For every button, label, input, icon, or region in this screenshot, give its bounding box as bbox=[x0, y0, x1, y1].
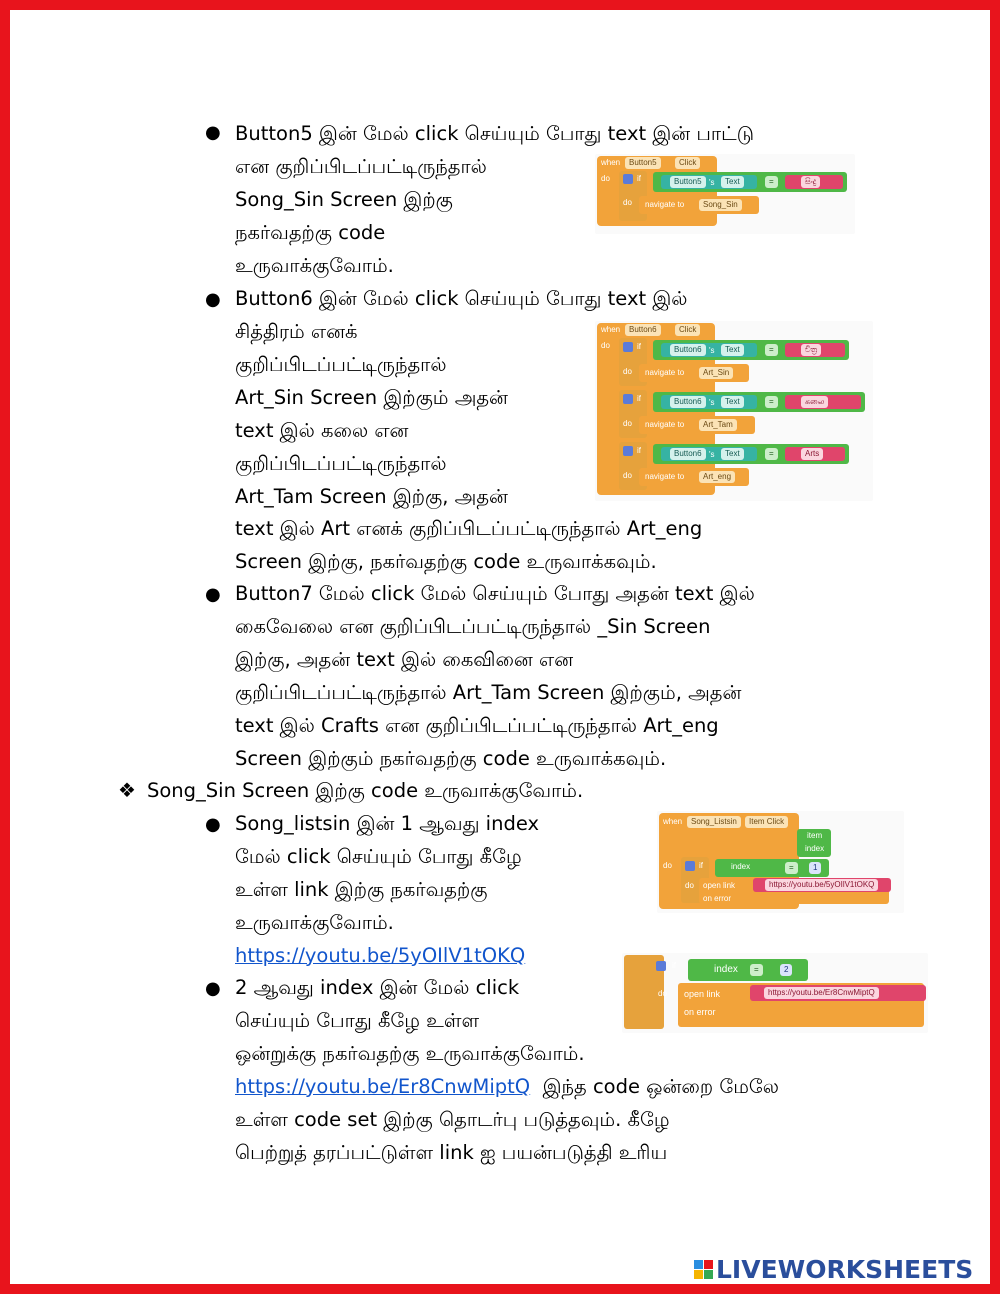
text-line: உருவாக்குவோம். bbox=[235, 910, 394, 934]
text-line: சித்திரம் எனக் bbox=[235, 320, 358, 343]
youtube-link-1[interactable]: https://youtu.be/5yOIlV1tOKQ bbox=[235, 943, 526, 967]
bullet-dot: ● bbox=[205, 814, 221, 835]
text-line: ஒன்றுக்கு நகர்வதற்கு உருவாக்குவோம். bbox=[235, 1042, 585, 1065]
text-line: Button7 மேல் click மேல் செய்யும் போது அதன் text இல் bbox=[235, 582, 755, 605]
text-line: text இல் Crafts என குறிப்பிடப்பட்டிருந்தால் Art_eng bbox=[235, 713, 719, 737]
section-marker: ❖ bbox=[118, 778, 136, 802]
logo-mark-icon bbox=[694, 1260, 713, 1279]
liveworksheets-logo bbox=[694, 1253, 973, 1285]
text-line: இற்கு, அதன் text இல் கைவினை என bbox=[235, 647, 574, 671]
text-line: Button6 இன் மேல் click செய்யும் போது text இல் bbox=[235, 287, 688, 310]
text-line: text இல் Art எனக் குறிப்பிடப்பட்டிருந்தால் Art_eng bbox=[235, 517, 703, 540]
text-line: Art_Sin Screen இற்கும் அதன் bbox=[235, 385, 508, 409]
section-heading: Song_Sin Screen இற்கு code உருவாக்குவோம். bbox=[147, 779, 584, 802]
bullet-1-wrap bbox=[235, 151, 581, 283]
bullet-2-text bbox=[235, 283, 881, 316]
text-line: என குறிப்பிடப்பட்டிருந்தால் bbox=[235, 155, 487, 178]
text-line: உள்ள link இற்கு நகர்வதற்கு bbox=[235, 877, 488, 901]
text-line: செய்யும் போது கீழே உள்ள bbox=[235, 1008, 480, 1032]
youtube-link-2[interactable]: https://youtu.be/Er8CnwMiptQ bbox=[235, 1074, 531, 1098]
text-line: 2 ஆவது index இன் மேல் click bbox=[235, 976, 520, 999]
code-block-index2: if index = 2 do open link on error https://youtu.be/Er8CnwMiptQ bbox=[622, 953, 928, 1033]
text-line: கைவேலை என குறிப்பிடப்பட்டிருந்தால் _Sin Screen bbox=[235, 614, 711, 638]
text-line: குறிப்பிடப்பட்டிருந்தால் Art_Tam Screen இற்கும், அதன் bbox=[235, 680, 742, 704]
sub-bullet-2-tail bbox=[235, 1038, 881, 1170]
text-line: பெற்றுத் தரப்பட்டுள்ள link ஐ பயன்படுத்தி உரிய bbox=[235, 1140, 668, 1164]
logo-text: LIVEWORKSHEETS bbox=[716, 1254, 974, 1284]
text-line: Screen இற்கும் நகர்வதற்கு code உருவாக்கவும். bbox=[235, 746, 667, 770]
text-line: Screen இற்கு, நகர்வதற்கு code உருவாக்கவும். bbox=[235, 549, 657, 573]
sub-bullet-2-text bbox=[235, 972, 606, 1038]
text-line: உருவாக்குவோம். bbox=[235, 253, 394, 277]
text-line: Song_Sin Screen இற்கு bbox=[235, 187, 453, 211]
text-line: Art_Tam Screen இற்கு, அதன் bbox=[235, 484, 508, 508]
text-line: நகர்வதற்கு code bbox=[235, 220, 386, 244]
text-line: உள்ள code set இற்கு தொடர்பு படுத்தவும். கீழே bbox=[235, 1107, 670, 1131]
bullet-3-text bbox=[235, 578, 881, 775]
text-line: குறிப்பிடப்பட்டிருந்தால் bbox=[235, 352, 447, 376]
text-line: Button5 இன் மேல் click செய்யும் போது text இன் பாட்டு bbox=[235, 122, 755, 145]
code-block-button6: when Button6 Click do if Button6 's Text = චිත්‍ර do navigate to Art_Sin if Button6 's Text = கலை do navigate to Art_Tam if Button6 's Text = Arts do navigate to Art_eng bbox=[595, 321, 873, 501]
code-block-listsin: when Song_Listsin Item Click item index do if index = 1 do open link on error https://youtu.be/5yOIlV1tOKQ bbox=[657, 811, 904, 913]
text-line: https://youtu.be/Er8CnwMiptQ இந்த code ஒன்றை மேலே bbox=[235, 1074, 779, 1098]
bullet-dot: ● bbox=[205, 584, 221, 605]
bullet-dot: ● bbox=[205, 978, 221, 999]
bullet-1-text bbox=[235, 118, 881, 151]
code-block-button5: when Button5 Click do if Button5 's Text = සිංදු do navigate to Song_Sin bbox=[595, 154, 855, 234]
text-line: text இல் கலை என bbox=[235, 418, 409, 442]
bullet-dot: ● bbox=[205, 122, 221, 143]
bullet-2-wrap bbox=[235, 316, 581, 513]
text-line: Song_listsin இன் 1 ஆவது index bbox=[235, 812, 540, 835]
text-line: குறிப்பிடப்பட்டிருந்தால் bbox=[235, 451, 447, 475]
bullet-dot: ● bbox=[205, 289, 221, 310]
bullet-2-tail bbox=[235, 513, 881, 579]
text-line: மேல் click செய்யும் போது கீழே bbox=[235, 844, 522, 868]
sub-bullet-1-text bbox=[235, 808, 641, 973]
